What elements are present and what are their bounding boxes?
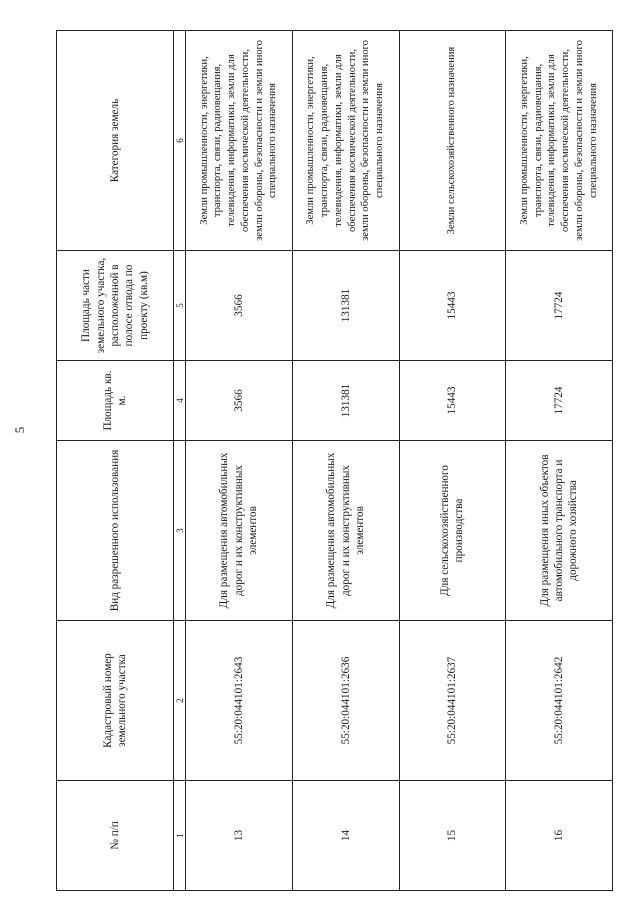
row-usage: Для размещения иных объектов автомобильного транспорта и дорожного хозяйства — [506, 441, 613, 621]
row-part-area: 131381 — [292, 251, 399, 361]
row-usage: Для сельскохозяйственного производства — [399, 441, 506, 621]
column-number: 3 — [174, 441, 186, 621]
row-area: 17724 — [506, 361, 613, 441]
row-usage: Для размещения автомобильных дорог и их конструктивных элементов — [292, 441, 399, 621]
table-wrapper — [56, 31, 613, 891]
row-part-area: 3566 — [186, 251, 293, 361]
row-cadastral: 55:20:044101:2636 — [292, 621, 399, 781]
header-usage: Вид разрешенного использования — [57, 441, 174, 621]
row-part-area: 15443 — [399, 251, 506, 361]
column-number: 5 — [174, 251, 186, 361]
column-number: 4 — [174, 361, 186, 441]
table-row — [292, 31, 399, 891]
column-number-row — [174, 31, 186, 891]
header-cadastral: Кадастровый номер земельного участка — [57, 621, 174, 781]
row-num: 14 — [292, 781, 399, 891]
row-usage: Для размещения автомобильных дорог и их конструктивных элементов — [186, 441, 293, 621]
table-row — [506, 31, 613, 891]
header-num: № п/п — [57, 781, 174, 891]
table-row — [399, 31, 506, 891]
column-number: 6 — [174, 31, 186, 251]
table-header-row — [57, 31, 174, 891]
row-part-area: 17724 — [506, 251, 613, 361]
row-category: Земли промышленности, энергетики, транспорта, связи, радиовещания, телевидения, информатики, земли для обеспечения космической деятельности, земли обороны, безопасности и земли иного специального назначения — [506, 31, 613, 251]
table-row — [186, 31, 293, 891]
header-category: Категория земель — [57, 31, 174, 251]
row-category: Земли промышленности, энергетики, транспорта, связи, радиовещания, телевидения, информатики, земли для обеспечения космической деятельности, земли обороны, безопасности и земли иного специального назначения — [186, 31, 293, 251]
row-cadastral: 55:20:044101:2637 — [399, 621, 506, 781]
row-area: 15443 — [399, 361, 506, 441]
land-plots-table — [56, 30, 613, 891]
row-area: 3566 — [186, 361, 293, 441]
row-cadastral: 55:20:044101:2643 — [186, 621, 293, 781]
header-area: Площадь кв. м. — [57, 361, 174, 441]
column-number: 2 — [174, 621, 186, 781]
header-part-area: Площадь части земельного участка, расположенной в полосе отвода по проекту (кв.м) — [57, 251, 174, 361]
rotated-table-frame — [56, 31, 613, 891]
row-num: 16 — [506, 781, 613, 891]
row-category: Земли промышленности, энергетики, транспорта, связи, радиовещания, телевидения, информатики, земли для обеспечения космической деятельности, земли обороны, безопасности и земли иного специального назначения — [292, 31, 399, 251]
row-cadastral: 55:20:044101:2642 — [506, 621, 613, 781]
row-num: 15 — [399, 781, 506, 891]
row-category: Земли сельскохозяйственного назначения — [399, 31, 506, 251]
row-num: 13 — [186, 781, 293, 891]
row-area: 131381 — [292, 361, 399, 441]
page-number: 5 — [12, 426, 27, 434]
column-number: 1 — [174, 781, 186, 891]
